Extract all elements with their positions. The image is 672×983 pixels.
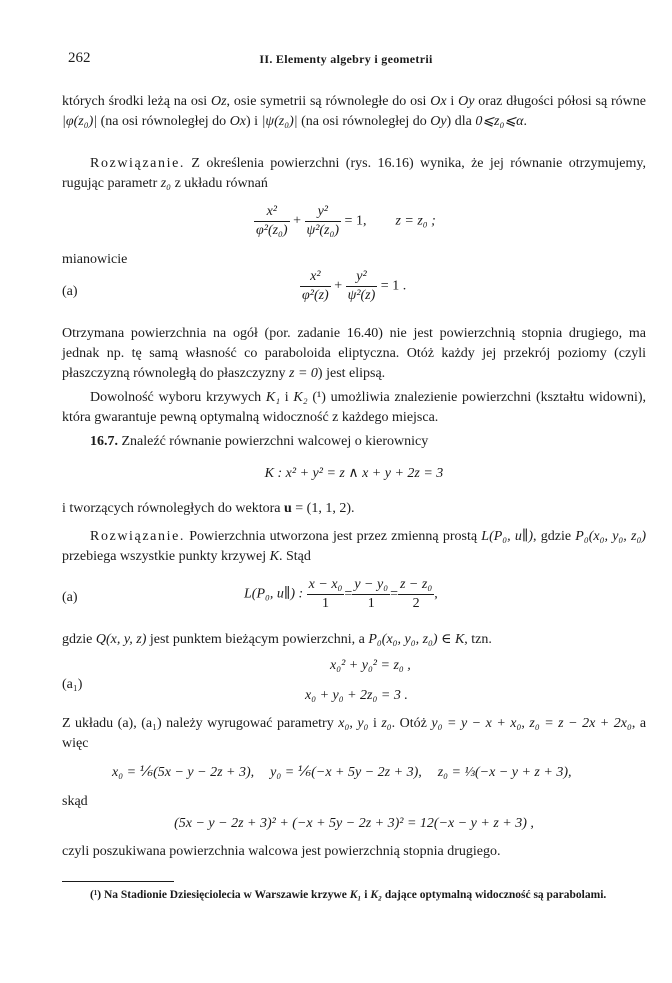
solution-heading: Rozwiązanie.: [90, 156, 185, 171]
paragraph-ellipse-description: których środki leżą na osi Oz, osie symetrii są równoległe do osi Ox i Oy oraz długości półosi są równe |φ(z₀)| (na osi równoległej do Ox) i |ψ(z₀)| (na osi równoległej do Oy) dla 0⩽z₀⩽α.: [62, 94, 646, 129]
paragraph-current-point: gdzie Q(x, y, z) jest punktem bieżącym powierzchni, a P₀(x₀, y₀, z₀) ∈ K, tzn.: [62, 632, 492, 647]
footnote: (¹) Na Stadionie Dziesięciolecia w Warszawie krzywe K₁ i K₂ dające optymalną widoczność są parabolami.: [90, 889, 607, 901]
paragraph-generators: i tworzących równoległych do wektora u = (1, 1, 2).: [62, 501, 355, 516]
running-head: II. Elementy algebry i geometrii: [259, 52, 433, 66]
equation-label-a1: (a₁): [62, 677, 83, 692]
paragraph-skad: skąd: [62, 794, 88, 809]
paragraph-eliminate-parameters: Z układu (a), (a₁) należy wyrugować parametry x₀, y₀ i z₀. Otóż y₀ = y − x + x₀, z₀ = z − 2x + 2x₀, a więc: [62, 716, 647, 751]
footnote-reference: (¹): [312, 390, 326, 405]
equation-surface-a: $\frac{\text{x²}}{\text{φ²(z)}}$ + $\frac{\text{y²}}{\text{ψ²(z)}}$ = 1 .: [302, 269, 407, 303]
equation-label-a-line: (a): [62, 590, 78, 605]
page-number: 262: [68, 50, 91, 66]
footnote-rule: [62, 881, 174, 882]
paragraph-solution-2: Rozwiązanie. Powierzchnia utworzona jest przez zmienną prostą L(P₀, u∥), gdzie P₀(x₀, y₀, z₀) przebiega wszystkie punkty krzywej K. Stąd: [62, 529, 646, 564]
exercise-number: 16.7.: [90, 434, 118, 449]
equation-cylinder-result: (5x − y − 2z + 3)² + (−x + 5y − 2z + 3)² = 12(−x − y + z + 3) ,: [174, 816, 534, 831]
paragraph-solution-1: Rozwiązanie. Z określenia powierzchni (rys. 16.16) wynika, że jej równanie otrzymujemy, rugując parametr z₀ z układu równań: [62, 156, 646, 191]
equation-directrix-K: K : x² + y² = z ∧ x + y + 2z = 3: [264, 466, 444, 481]
paragraph-surface-property: Otrzymana powierzchnia na ogół (por. zadanie 16.40) nie jest powierzchnią stopnia drugiego, ma jednak np. tę samą własność co paraboloida eliptyczna. Otóż każdy jej przekrój poziomy (czyli płaszczyzną równoległą do płaszczyzny z = 0) jest elipsą.: [62, 326, 646, 381]
equation-a1-line2: x₀ + y₀ + 2z₀ = 3 .: [305, 688, 408, 703]
page-header: [68, 50, 624, 70]
equation-a1-line1: x₀² + y₀² = z₀ ,: [330, 658, 411, 673]
equation-label-a: (a): [62, 284, 78, 299]
equation-line-a: L(P₀, u∥) : $\frac{\text{x − x₀}}{1}$ = $\frac{\text{y − y₀}}{1}$ = $\frac{\text{z − z₀}}{2}$ ,: [244, 577, 438, 611]
exercise-16-7: 16.7. Znaleźć równanie powierzchni walcowej o kierownicy: [90, 434, 429, 449]
paragraph-mianowicie: mianowicie: [62, 252, 128, 267]
equation-system-ellipse: $\frac{\text{x²}}{\text{φ²(z₀)}}$ + $\frac{\text{y²}}{\text{ψ²(z₀)}}$ = 1, z = z₀ ;: [256, 204, 436, 238]
solution-heading: Rozwiązanie.: [90, 529, 185, 544]
paragraph-stadium-curves: Dowolność wyboru krzywych K₁ i K₂ (¹) umożliwia znalezienie powierzchni (kształtu widowni), która gwarantuje pewną optymalną widoczność z każdego miejsca.: [62, 390, 647, 425]
equation-parameters: x₀ = ⅙(5x − y − 2z + 3), y₀ = ⅙(−x + 5y − 2z + 3), z₀ = ⅓(−x − y + z + 3),: [112, 765, 572, 780]
paragraph-conclusion: czyli poszukiwana powierzchnia walcowa jest powierzchnią stopnia drugiego.: [62, 844, 501, 859]
